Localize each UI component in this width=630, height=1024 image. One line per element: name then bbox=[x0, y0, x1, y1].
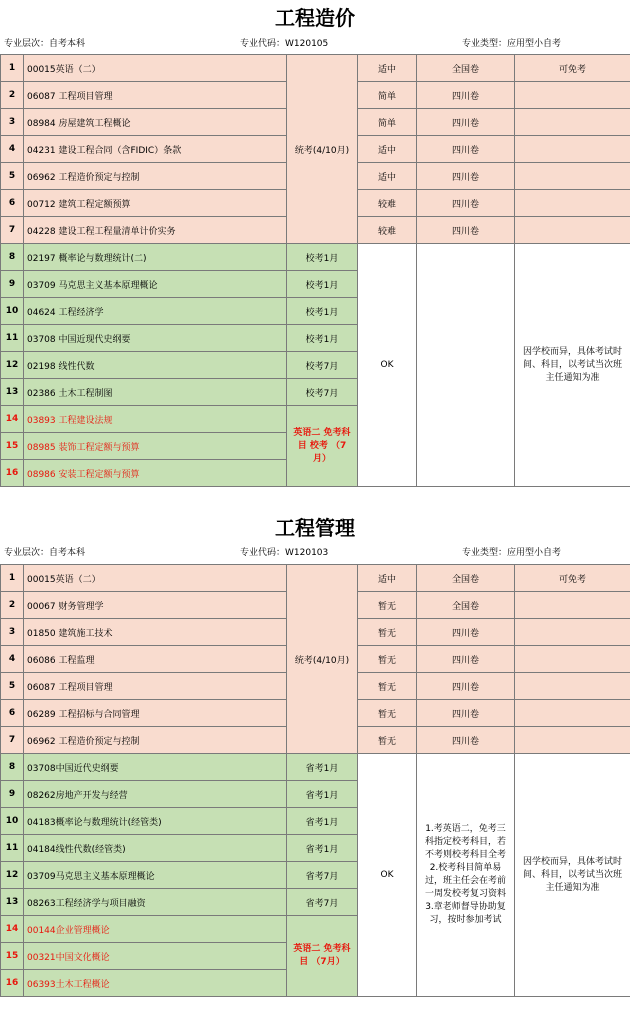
row-number: 13 bbox=[1, 889, 24, 916]
paper-type: 四川卷 bbox=[417, 217, 515, 244]
paper-type: 四川卷 bbox=[417, 727, 515, 754]
difficulty: 简单 bbox=[358, 82, 417, 109]
course-table bbox=[0, 564, 630, 997]
course-name: 02386 土木工程制图 bbox=[24, 379, 287, 406]
course-name: 08985 装饰工程定额与预算 bbox=[24, 433, 287, 460]
exam-time: 省考7月 bbox=[287, 862, 358, 889]
section-title: 工程管理 bbox=[275, 516, 355, 540]
course-name: 02198 线性代数 bbox=[24, 352, 287, 379]
paper-type: 四川卷 bbox=[417, 190, 515, 217]
course-name: 06086 工程监理 bbox=[24, 646, 287, 673]
row-number: 14 bbox=[1, 916, 24, 943]
row-number: 2 bbox=[1, 82, 24, 109]
course-name: 00144企业管理概论 bbox=[24, 916, 287, 943]
difficulty: 暂无 bbox=[358, 673, 417, 700]
exempt-status bbox=[515, 673, 630, 700]
row-number: 1 bbox=[1, 565, 24, 592]
course-name: 08263工程经济学与项目融资 bbox=[24, 889, 287, 916]
row-number: 4 bbox=[1, 646, 24, 673]
exempt-status bbox=[515, 700, 630, 727]
row-number: 15 bbox=[1, 943, 24, 970]
row-number: 16 bbox=[1, 970, 24, 997]
course-name: 00015英语（二） bbox=[24, 565, 287, 592]
type-label: 专业类型：应用型小自考 bbox=[462, 548, 562, 558]
course-name: 06962 工程造价预定与控制 bbox=[24, 727, 287, 754]
course-name: 00321中国文化概论 bbox=[24, 943, 287, 970]
difficulty: 适中 bbox=[358, 136, 417, 163]
difficulty: 适中 bbox=[358, 163, 417, 190]
row-number: 5 bbox=[1, 163, 24, 190]
difficulty: 适中 bbox=[358, 55, 417, 82]
exam-time: 省考1月 bbox=[287, 754, 358, 781]
section-meta bbox=[0, 33, 630, 51]
notes-cell: 1.考英语二，免考三科指定校考科目，若不考则校考科目全考 2.校考科目简单易过，班主任会在考前一周发校考复习资料 3.章老师督导协助复习，按时参加考试 bbox=[417, 754, 515, 997]
exempt-note-cell: 英语二 免考科目 校考 （7月） bbox=[287, 406, 358, 487]
exempt-status bbox=[515, 646, 630, 673]
row-number: 6 bbox=[1, 700, 24, 727]
level-label: 专业层次：自考本科 bbox=[4, 39, 86, 49]
paper-type: 四川卷 bbox=[417, 163, 515, 190]
exam-time: 省考1月 bbox=[287, 808, 358, 835]
ok-cell: OK bbox=[358, 244, 417, 487]
course-name: 08262房地产开发与经营 bbox=[24, 781, 287, 808]
exam-time: 校考1月 bbox=[287, 244, 358, 271]
difficulty: 较难 bbox=[358, 217, 417, 244]
row-number: 14 bbox=[1, 406, 24, 433]
paper-type: 四川卷 bbox=[417, 82, 515, 109]
difficulty: 暂无 bbox=[358, 592, 417, 619]
course-name: 08984 房屋建筑工程概论 bbox=[24, 109, 287, 136]
section-meta bbox=[0, 542, 630, 560]
paper-type: 四川卷 bbox=[417, 700, 515, 727]
level-label: 专业层次：自考本科 bbox=[4, 548, 86, 558]
course-name: 03709马克思主义基本原理概论 bbox=[24, 862, 287, 889]
exempt-status bbox=[515, 619, 630, 646]
course-name: 06087 工程项目管理 bbox=[24, 673, 287, 700]
row-number: 11 bbox=[1, 835, 24, 862]
exam-time: 校考1月 bbox=[287, 271, 358, 298]
paper-type: 四川卷 bbox=[417, 646, 515, 673]
row-number: 11 bbox=[1, 325, 24, 352]
exempt-note-cell: 英语二 免考科目 （7月） bbox=[287, 916, 358, 997]
exempt-status bbox=[515, 136, 630, 163]
school-note-cell: 因学校而异，具体考试时间、科目，以考试当次班主任通知为准 bbox=[515, 754, 630, 997]
course-name: 00712 建筑工程定额预算 bbox=[24, 190, 287, 217]
exam-time: 省考7月 bbox=[287, 889, 358, 916]
row-number: 7 bbox=[1, 217, 24, 244]
row-number: 10 bbox=[1, 298, 24, 325]
exempt-status bbox=[515, 163, 630, 190]
course-name: 06087 工程项目管理 bbox=[24, 82, 287, 109]
table-row bbox=[1, 55, 630, 82]
exempt-status bbox=[515, 190, 630, 217]
exam-time: 校考1月 bbox=[287, 298, 358, 325]
exempt-status bbox=[515, 727, 630, 754]
row-number: 7 bbox=[1, 727, 24, 754]
exam-time: 省考1月 bbox=[287, 835, 358, 862]
row-number: 8 bbox=[1, 754, 24, 781]
exempt-status: 可免考 bbox=[515, 565, 630, 592]
course-name: 06289 工程招标与合同管理 bbox=[24, 700, 287, 727]
exam-time: 校考7月 bbox=[287, 352, 358, 379]
paper-type: 全国卷 bbox=[417, 565, 515, 592]
row-number: 16 bbox=[1, 460, 24, 487]
course-name: 02197 概率论与数理统计(二) bbox=[24, 244, 287, 271]
course-name: 04183概率论与数理统计(经管类) bbox=[24, 808, 287, 835]
row-number: 13 bbox=[1, 379, 24, 406]
course-name: 04231 建设工程合同（含FIDIC）条款 bbox=[24, 136, 287, 163]
unified-exam-cell: 统考(4/10月) bbox=[287, 565, 358, 754]
type-label: 专业类型：应用型小自考 bbox=[462, 39, 562, 49]
course-name: 03708中国近代史纲要 bbox=[24, 754, 287, 781]
course-name: 08986 安装工程定额与预算 bbox=[24, 460, 287, 487]
table-row bbox=[1, 754, 630, 781]
code-label: 专业代码：W120103 bbox=[240, 548, 329, 558]
course-name: 00067 财务管理学 bbox=[24, 592, 287, 619]
difficulty: 暂无 bbox=[358, 619, 417, 646]
row-number: 6 bbox=[1, 190, 24, 217]
exempt-status bbox=[515, 217, 630, 244]
row-number: 12 bbox=[1, 352, 24, 379]
difficulty: 暂无 bbox=[358, 727, 417, 754]
exempt-status bbox=[515, 82, 630, 109]
paper-type: 四川卷 bbox=[417, 109, 515, 136]
row-number: 9 bbox=[1, 781, 24, 808]
row-number: 5 bbox=[1, 673, 24, 700]
exam-time: 校考1月 bbox=[287, 325, 358, 352]
course-name: 04184线性代数(经管类) bbox=[24, 835, 287, 862]
course-name: 00015英语（二） bbox=[24, 55, 287, 82]
paper-type: 全国卷 bbox=[417, 55, 515, 82]
notes-cell bbox=[417, 244, 515, 487]
course-name: 04624 工程经济学 bbox=[24, 298, 287, 325]
row-number: 12 bbox=[1, 862, 24, 889]
difficulty: 较难 bbox=[358, 190, 417, 217]
difficulty: 暂无 bbox=[358, 646, 417, 673]
unified-exam-cell: 统考(4/10月) bbox=[287, 55, 358, 244]
school-note-cell: 因学校而异，具体考试时间、科目，以考试当次班主任通知为准 bbox=[515, 244, 630, 487]
row-number: 4 bbox=[1, 136, 24, 163]
course-name: 03893 工程建设法规 bbox=[24, 406, 287, 433]
difficulty: 简单 bbox=[358, 109, 417, 136]
course-name: 03709 马克思主义基本原理概论 bbox=[24, 271, 287, 298]
table-row bbox=[1, 244, 630, 271]
course-name: 06393土木工程概论 bbox=[24, 970, 287, 997]
exam-time: 省考1月 bbox=[287, 781, 358, 808]
section-title: 工程造价 bbox=[275, 6, 355, 30]
row-number: 2 bbox=[1, 592, 24, 619]
paper-type: 四川卷 bbox=[417, 619, 515, 646]
paper-type: 全国卷 bbox=[417, 592, 515, 619]
course-name: 04228 建设工程工程量清单计价实务 bbox=[24, 217, 287, 244]
exempt-status bbox=[515, 592, 630, 619]
table-row bbox=[1, 565, 630, 592]
difficulty: 适中 bbox=[358, 565, 417, 592]
code-label: 专业代码：W120105 bbox=[240, 39, 329, 49]
row-number: 9 bbox=[1, 271, 24, 298]
row-number: 3 bbox=[1, 619, 24, 646]
ok-cell: OK bbox=[358, 754, 417, 997]
row-number: 1 bbox=[1, 55, 24, 82]
exempt-status bbox=[515, 109, 630, 136]
exam-time: 校考7月 bbox=[287, 379, 358, 406]
paper-type: 四川卷 bbox=[417, 136, 515, 163]
course-name: 01850 建筑施工技术 bbox=[24, 619, 287, 646]
exempt-status: 可免考 bbox=[515, 55, 630, 82]
row-number: 10 bbox=[1, 808, 24, 835]
paper-type: 四川卷 bbox=[417, 673, 515, 700]
difficulty: 暂无 bbox=[358, 700, 417, 727]
row-number: 3 bbox=[1, 109, 24, 136]
course-name: 06962 工程造价预定与控制 bbox=[24, 163, 287, 190]
course-table bbox=[0, 54, 630, 487]
course-name: 03708 中国近现代史纲要 bbox=[24, 325, 287, 352]
row-number: 15 bbox=[1, 433, 24, 460]
row-number: 8 bbox=[1, 244, 24, 271]
